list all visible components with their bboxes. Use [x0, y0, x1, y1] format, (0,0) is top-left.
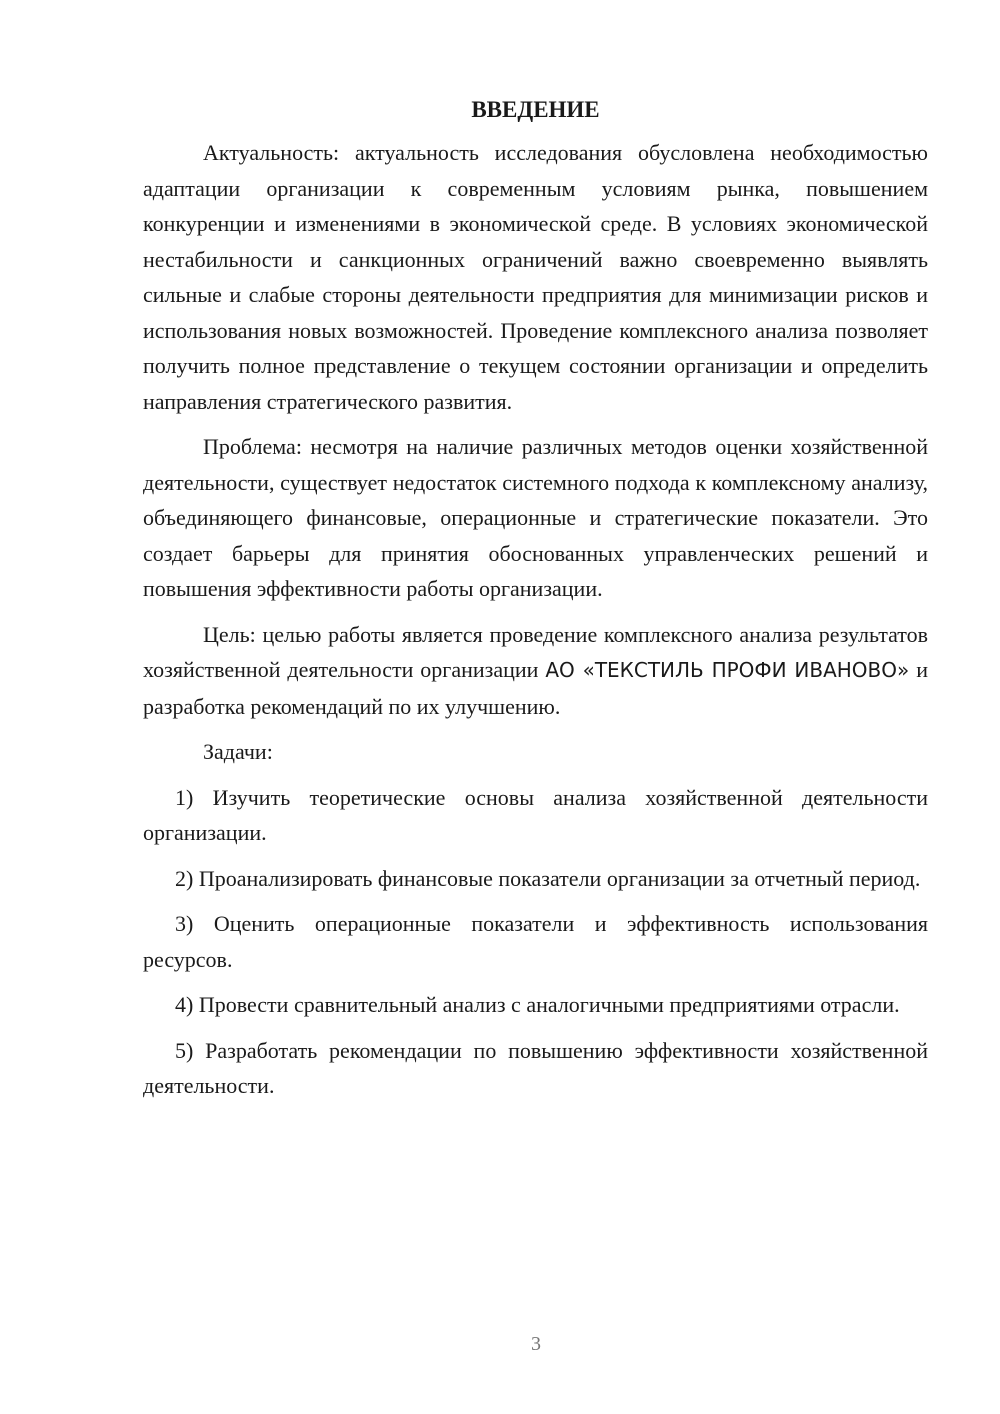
page-number: 3	[531, 1333, 541, 1355]
relevance-paragraph: Актуальность: актуальность исследования обусловлена необходимостью адаптации организации к современным условиям рынка, повышением конкуренции и изменениями в экономической среде. В условиях экономической нестабильности и санкционных ограничений важно своевременно выявлять сильные и слабые стороны деятельности предприятия для минимизации рисков и использования новых возможностей. Проведение комплексного анализа позволяет получить полное представление о текущем состоянии организации и определить направления стратегического развития.	[143, 140, 928, 414]
task-item: 1) Изучить теоретические основы анализа хозяйственной деятельности организации.	[143, 784, 928, 845]
document-page	[143, 92, 928, 1114]
company-name: АО «ТЕКСТИЛЬ ПРОФИ ИВАНОВО»	[545, 658, 910, 682]
goal-text-end: и разработка рекомендаций по их улучшению.	[143, 657, 928, 719]
task-item: 2) Проанализировать финансовые показатели организации за отчетный период.	[175, 865, 921, 891]
goal-text-start: Цель: целью работы является проведение комплексного анализа результатов хозяйственной деятельности организации	[143, 621, 928, 682]
goal-paragraph	[143, 617, 928, 725]
problem-paragraph: Проблема: несмотря на наличие различных методов оценки хозяйственной деятельности, существует недостаток системного подхода к комплексному анализу, объединяющего финансовые, операционные и стратегические показатели. Это создает барьеры для принятия обоснованных управленческих решений и повышения эффективности работы организации.	[143, 434, 928, 601]
section-heading: ВВЕДЕНИЕ	[471, 97, 600, 122]
tasks-label: Задачи:	[203, 739, 273, 764]
task-item: 3) Оценить операционные показатели и эффективность использования ресурсов.	[143, 911, 928, 972]
task-item: 4) Провести сравнительный анализ с аналогичными предприятиями отрасли.	[175, 992, 900, 1017]
task-item: 5) Разработать рекомендации по повышению эффективности хозяйственной деятельности.	[143, 1037, 928, 1098]
